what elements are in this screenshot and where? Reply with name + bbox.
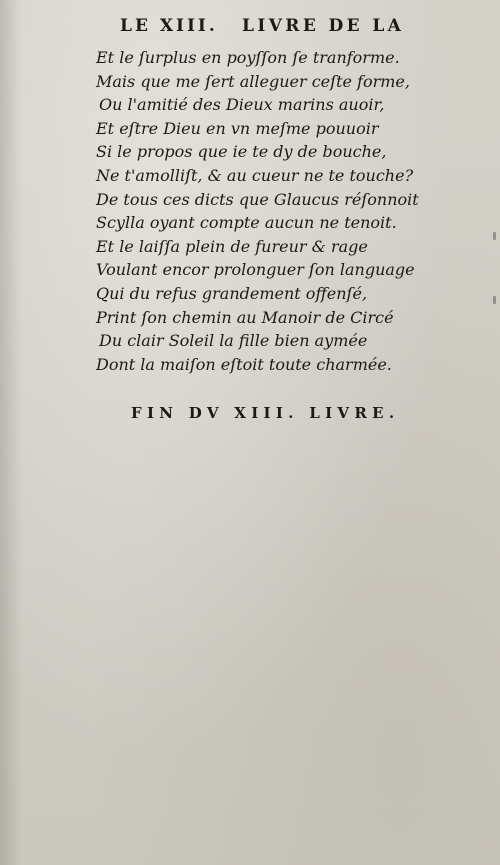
running-head [120,12,405,38]
verse-line: Scylla oyant compte aucun ne tenoit. [96,213,397,233]
verse-line: Print ſon chemin au Manoir de Circé [96,307,394,327]
verse-line: De tous ces dicts que Glaucus réſonnoit [96,189,419,209]
verse-line: Du clair Soleil la fille bien aymée [99,331,368,351]
verse-line: Qui du refus grandement offenſé, [96,283,368,303]
verse-line: Dont la maiſon eſtoit toute charmée. [96,354,392,374]
verse-line: Et le laiſſa plein de fureur & rage [96,236,368,256]
verse-block [96,46,426,376]
gutter-shadow [0,0,22,865]
verse-line: Si le propos que ie te dy de bouche, [96,142,387,162]
edge-mark [493,232,496,240]
verse-line: Ne t'amolliſt, & au cueur ne te touche? [96,165,414,185]
verse-line: Et eſtre Dieu en vn meſme pouuoir [96,118,379,138]
verse-line: Et le ſurplus en poyſſon ſe tranforme. [96,48,400,67]
verse-line: Mais que me ſert alleguer ceſte forme, [96,71,410,91]
edge-mark [493,296,496,304]
verse-line: Ou l'amitié des Dieux marins auoir, [99,95,385,115]
colophon: FIN DV XIII. LIVRE. [131,404,400,422]
running-head-right: LIVRE DE LA [242,16,405,36]
running-head-left: LE XIII. [120,16,218,36]
verse-line: Voulant encor prolonguer ſon language [96,260,415,280]
